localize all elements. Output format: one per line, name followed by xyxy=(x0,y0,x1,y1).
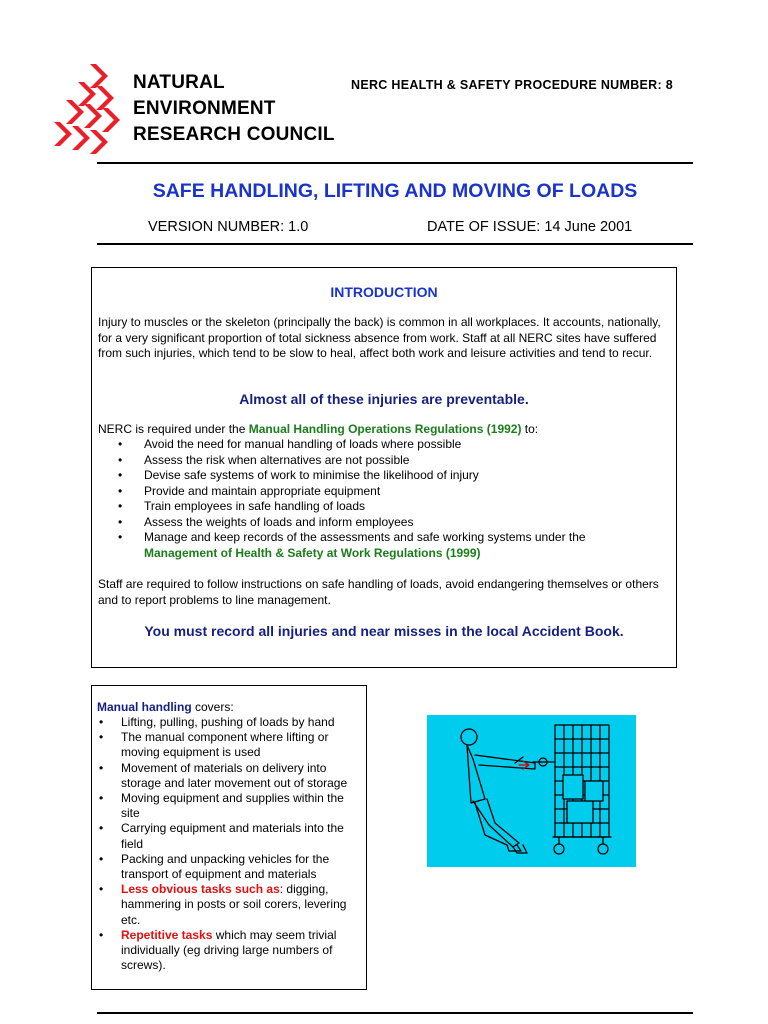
bullet: • xyxy=(99,821,104,836)
introduction-heading: INTRODUCTION xyxy=(330,284,438,300)
introduction-paragraph: Injury to muscles or the skeleton (principally the back) is common in all workplaces. It accounts, nationally, for a very significant proportion of total sickness absence from work. Staff at all NERC sites have suffered from such injuries, which tend to be slow to heal, affect both work and leisure activities and tend to recur. xyxy=(98,315,661,360)
list-item xyxy=(97,821,359,851)
list-item xyxy=(97,715,359,730)
organization-name xyxy=(133,70,335,148)
bullet: • xyxy=(99,791,104,806)
bullet: • xyxy=(118,468,123,482)
list-item xyxy=(97,928,359,974)
bullet: • xyxy=(99,851,104,866)
nerc-logo-icon xyxy=(52,64,122,154)
list-item-text: Assess the weights of loads and inform employees xyxy=(144,514,414,529)
bullet: • xyxy=(118,483,123,498)
list-item-text: : digging, hammering in posts or soil corers, levering etc. xyxy=(121,882,347,927)
list-item xyxy=(98,437,668,453)
list-item xyxy=(97,852,359,882)
duties-list xyxy=(98,437,668,561)
bullet: • xyxy=(118,499,123,513)
staff-paragraph: Staff are required to follow instructions on safe handling of loads, avoid endangering themselves or others and to report problems to line management. xyxy=(98,577,659,607)
requirement-prefix: NERC is required under the xyxy=(98,422,249,436)
manual-handling-heading xyxy=(97,700,234,714)
regulation-reference: Manual Handling Operations Regulations (1992) xyxy=(248,422,522,436)
header-divider xyxy=(97,162,693,164)
bullet: • xyxy=(99,760,104,775)
requirement-suffix: to: xyxy=(521,422,539,436)
bullet: • xyxy=(118,452,123,467)
list-item-text: Devise safe systems of work to minimise the likelihood of injury xyxy=(144,468,479,482)
list-item-text: Moving equipment and supplies within the site xyxy=(121,791,344,821)
list-item-text: Lifting, pulling, pushing of loads by hand xyxy=(121,715,335,729)
list-item xyxy=(97,791,359,821)
regulation-reference-2: Management of Health & Safety at Work Regulations (1999) xyxy=(144,545,481,560)
bullet: • xyxy=(118,514,123,529)
list-item xyxy=(97,730,359,760)
list-item-text: The manual component where lifting or moving equipment is used xyxy=(121,730,329,760)
preventable-emphasis: Almost all of these injuries are preventable. xyxy=(239,391,529,407)
bullet: • xyxy=(118,437,123,451)
list-item-text: Carrying equipment and materials into the field xyxy=(121,821,344,851)
bullet: • xyxy=(99,730,104,745)
list-item-text: Manage and keep records of the assessments and safe working systems under the xyxy=(144,530,586,544)
manual-handling-list xyxy=(97,715,359,973)
list-item xyxy=(97,761,359,791)
footer-divider xyxy=(97,1012,693,1014)
list-item xyxy=(97,882,359,928)
org-name-line-1: NATURAL xyxy=(133,72,225,93)
org-name-line-3: RESEARCH COUNCIL xyxy=(133,124,335,145)
bullet: • xyxy=(99,715,104,729)
list-item xyxy=(98,515,668,531)
list-item-text: Train employees in safe handling of loads xyxy=(144,499,366,513)
list-item xyxy=(98,453,668,469)
org-name-line-2: ENVIRONMENT xyxy=(133,98,276,119)
list-item xyxy=(98,499,668,515)
list-item-text: Movement of materials on delivery into storage and later movement out of storage xyxy=(121,760,348,790)
bullet: • xyxy=(118,530,123,544)
list-item-text: Assess the risk when alternatives are not possible xyxy=(144,452,410,467)
list-item xyxy=(98,468,668,484)
list-item xyxy=(98,484,668,500)
date-of-issue: DATE OF ISSUE: 14 June 2001 xyxy=(427,219,633,235)
less-obvious-label: Less obvious tasks such as xyxy=(121,882,280,897)
document-title: SAFE HANDLING, LIFTING AND MOVING OF LOADS xyxy=(152,180,638,202)
requirement-line xyxy=(98,422,668,438)
trolley-pulling-illustration xyxy=(427,715,636,867)
covers-label: covers: xyxy=(191,700,234,714)
list-item-text: Provide and maintain appropriate equipment xyxy=(144,483,381,498)
list-item-text: Packing and unpacking vehicles for the transport of equipment and materials xyxy=(121,851,330,882)
version-number: VERSION NUMBER: 1.0 xyxy=(148,219,309,235)
list-item-text: which may seem trivial individually (eg driving large numbers of screws). xyxy=(121,927,337,973)
procedure-number: NERC HEALTH & SAFETY PROCEDURE NUMBER: 8 xyxy=(351,78,673,92)
manual-handling-term: Manual handling xyxy=(97,700,192,714)
repetitive-label: Repetitive tasks xyxy=(121,927,213,942)
bullet: • xyxy=(99,882,104,897)
list-item-text: Avoid the need for manual handling of loads where possible xyxy=(144,437,462,451)
bullet: • xyxy=(99,927,104,942)
accident-book-notice: You must record all injuries and near misses in the local Accident Book. xyxy=(144,623,624,639)
list-item xyxy=(98,530,668,561)
title-divider xyxy=(97,243,693,245)
